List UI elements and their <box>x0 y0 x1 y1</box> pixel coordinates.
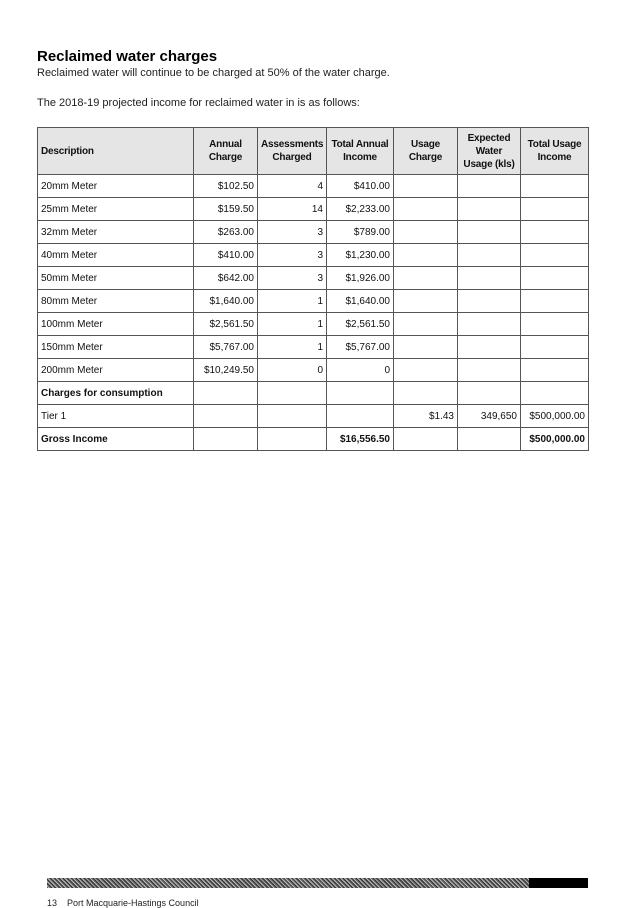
table-row <box>38 290 589 313</box>
cell-usage-charge <box>394 175 458 198</box>
cell-usage-charge <box>394 382 458 405</box>
page-footer <box>47 898 199 908</box>
column-header: Description <box>38 128 194 175</box>
cell-total-annual-income: $410.00 <box>327 175 394 198</box>
cell-annual-charge <box>194 405 258 428</box>
cell-annual-charge: $5,767.00 <box>194 336 258 359</box>
cell-usage-charge <box>394 290 458 313</box>
cell-total-annual-income: $1,926.00 <box>327 267 394 290</box>
cell-expected-usage <box>458 244 521 267</box>
intro-text: Reclaimed water will continue to be charged at 50% of the water charge. <box>37 67 390 79</box>
footer-organisation: Port Macquarie-Hastings Council <box>67 898 199 908</box>
cell-total-annual-income <box>327 405 394 428</box>
table-row <box>38 382 589 405</box>
cell-annual-charge: $159.50 <box>194 198 258 221</box>
cell-assessments: 1 <box>258 336 327 359</box>
cell-description: Tier 1 <box>38 405 194 428</box>
cell-usage-charge <box>394 244 458 267</box>
cell-description: Gross Income <box>38 428 194 451</box>
cell-annual-charge <box>194 382 258 405</box>
cell-total-annual-income: $2,233.00 <box>327 198 394 221</box>
cell-usage-charge <box>394 359 458 382</box>
cell-annual-charge: $10,249.50 <box>194 359 258 382</box>
cell-assessments: 1 <box>258 313 327 336</box>
cell-total-usage-income <box>521 359 589 382</box>
lead-text: The 2018-19 projected income for reclaimed water in is as follows: <box>37 97 360 109</box>
table-header-row <box>38 128 589 175</box>
cell-assessments: 0 <box>258 359 327 382</box>
cell-description: 20mm Meter <box>38 175 194 198</box>
cell-expected-usage: 349,650 <box>458 405 521 428</box>
cell-expected-usage <box>458 221 521 244</box>
footer-decorative-bar <box>47 878 588 888</box>
cell-assessments: 14 <box>258 198 327 221</box>
cell-assessments <box>258 405 327 428</box>
cell-expected-usage <box>458 198 521 221</box>
cell-usage-charge <box>394 313 458 336</box>
column-header: Usage Charge <box>394 128 458 175</box>
cell-usage-charge <box>394 336 458 359</box>
table-row <box>38 313 589 336</box>
cell-total-annual-income <box>327 382 394 405</box>
table-row <box>38 428 589 451</box>
column-header: Total Usage Income <box>521 128 589 175</box>
cell-usage-charge <box>394 221 458 244</box>
cell-total-usage-income <box>521 313 589 336</box>
cell-description: 200mm Meter <box>38 359 194 382</box>
table-row <box>38 244 589 267</box>
cell-total-usage-income: $500,000.00 <box>521 405 589 428</box>
table-row <box>38 359 589 382</box>
cell-total-usage-income <box>521 175 589 198</box>
page-number: 13 <box>47 898 58 908</box>
column-header: Assessments Charged <box>258 128 327 175</box>
table-row <box>38 405 589 428</box>
cell-assessments: 4 <box>258 175 327 198</box>
cell-total-annual-income: 0 <box>327 359 394 382</box>
cell-description: Charges for consumption <box>38 382 194 405</box>
column-header: Annual Charge <box>194 128 258 175</box>
cell-expected-usage <box>458 336 521 359</box>
cell-description: 80mm Meter <box>38 290 194 313</box>
cell-total-usage-income <box>521 290 589 313</box>
column-header: Total Annual Income <box>327 128 394 175</box>
cell-usage-charge <box>394 198 458 221</box>
cell-total-usage-income <box>521 198 589 221</box>
cell-total-annual-income: $1,230.00 <box>327 244 394 267</box>
cell-total-annual-income: $16,556.50 <box>327 428 394 451</box>
cell-description: 25mm Meter <box>38 198 194 221</box>
cell-total-usage-income <box>521 244 589 267</box>
cell-total-annual-income: $2,561.50 <box>327 313 394 336</box>
cell-expected-usage <box>458 290 521 313</box>
cell-annual-charge: $1,640.00 <box>194 290 258 313</box>
footer-pattern-strip <box>47 878 529 888</box>
cell-total-usage-income <box>521 221 589 244</box>
table-row <box>38 336 589 359</box>
cell-assessments <box>258 428 327 451</box>
cell-expected-usage <box>458 428 521 451</box>
cell-annual-charge: $410.00 <box>194 244 258 267</box>
cell-description: 32mm Meter <box>38 221 194 244</box>
cell-expected-usage <box>458 313 521 336</box>
cell-assessments: 3 <box>258 267 327 290</box>
table-row <box>38 175 589 198</box>
cell-annual-charge: $642.00 <box>194 267 258 290</box>
cell-description: 100mm Meter <box>38 313 194 336</box>
cell-total-usage-income <box>521 267 589 290</box>
table-row <box>38 221 589 244</box>
cell-total-annual-income: $1,640.00 <box>327 290 394 313</box>
cell-total-annual-income: $789.00 <box>327 221 394 244</box>
cell-description: 150mm Meter <box>38 336 194 359</box>
cell-annual-charge: $263.00 <box>194 221 258 244</box>
cell-annual-charge <box>194 428 258 451</box>
cell-assessments: 3 <box>258 244 327 267</box>
cell-annual-charge: $102.50 <box>194 175 258 198</box>
cell-usage-charge <box>394 428 458 451</box>
cell-usage-charge <box>394 267 458 290</box>
cell-total-usage-income: $500,000.00 <box>521 428 589 451</box>
cell-expected-usage <box>458 382 521 405</box>
page-title: Reclaimed water charges <box>37 48 218 65</box>
reclaimed-water-charges-table <box>37 127 589 451</box>
cell-assessments <box>258 382 327 405</box>
cell-assessments: 1 <box>258 290 327 313</box>
cell-usage-charge: $1.43 <box>394 405 458 428</box>
cell-description: 40mm Meter <box>38 244 194 267</box>
table-row <box>38 198 589 221</box>
cell-assessments: 3 <box>258 221 327 244</box>
footer-solid-block <box>529 878 588 888</box>
cell-total-usage-income <box>521 382 589 405</box>
cell-total-annual-income: $5,767.00 <box>327 336 394 359</box>
cell-expected-usage <box>458 267 521 290</box>
column-header: Expected Water Usage (kls) <box>458 128 521 175</box>
cell-annual-charge: $2,561.50 <box>194 313 258 336</box>
cell-expected-usage <box>458 175 521 198</box>
table-row <box>38 267 589 290</box>
cell-expected-usage <box>458 359 521 382</box>
cell-total-usage-income <box>521 336 589 359</box>
cell-description: 50mm Meter <box>38 267 194 290</box>
